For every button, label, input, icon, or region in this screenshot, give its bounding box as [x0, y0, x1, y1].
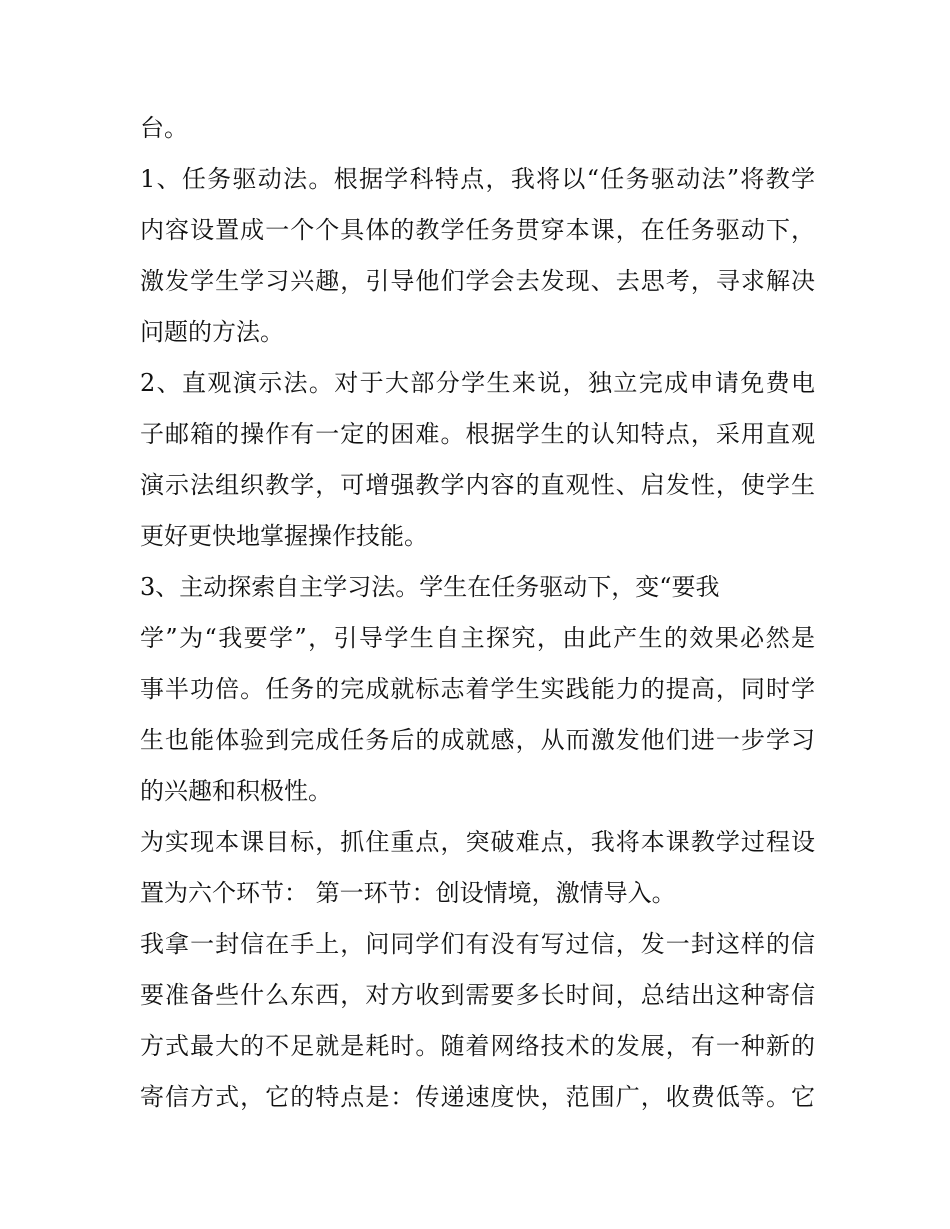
- text-line-9: 更好更快地掌握操作技能。: [140, 522, 428, 550]
- text-line-6: 2、直观演示法。对于大部分学生来说，独立完成申请免费电: [140, 369, 815, 397]
- text-line-10: 3、主动探索自主学习法。学生在任务驱动下，变“要我: [140, 573, 720, 601]
- text-line-19: 方式最大的不足就是耗时。随着网络技术的发展，有一种新的: [140, 1032, 815, 1060]
- text-line-13: 生也能体验到完成任务后的成就感，从而激发他们进一步学习: [140, 726, 815, 754]
- text-line-17: 我拿一封信在手上，问同学们有没有写过信，发一封这样的信: [140, 930, 815, 958]
- text-line-15: 为实现本课目标，抓住重点，突破难点，我将本课教学过程设: [140, 828, 815, 856]
- text-line-11: 学”为“我要学”，引导学生自主探究，由此产生的效果必然是: [140, 624, 815, 652]
- text-line-2: 1、任务驱动法。根据学科特点，我将以“任务驱动法”将教学: [140, 165, 815, 193]
- text-line-8: 演示法组织教学，可增强教学内容的直观性、启发性，使学生: [140, 471, 815, 499]
- text-line-3: 内容设置成一个个具体的教学任务贯穿本课，在任务驱动下，: [140, 216, 815, 244]
- text-line-5: 问题的方法。: [140, 318, 284, 346]
- text-line-7: 子邮箱的操作有一定的困难。根据学生的认知特点，采用直观: [140, 420, 815, 448]
- document-body: [140, 108, 815, 1128]
- text-line-14: 的兴趣和积极性。: [140, 777, 332, 805]
- text-line-16: 置为六个环节： 第一环节：创设情境，激情导入。: [140, 879, 676, 907]
- text-line-1: 台。: [140, 114, 188, 142]
- text-line-4: 激发学生学习兴趣，引导他们学会去发现、去思考，寻求解决: [140, 267, 815, 295]
- text-line-18: 要准备些什么东西，对方收到需要多长时间，总结出这种寄信: [140, 981, 815, 1009]
- text-line-12: 事半功倍。任务的完成就标志着学生实践能力的提高，同时学: [140, 675, 815, 703]
- text-line-20: 寄信方式，它的特点是：传递速度快，范围广，收费低等。它: [140, 1083, 815, 1111]
